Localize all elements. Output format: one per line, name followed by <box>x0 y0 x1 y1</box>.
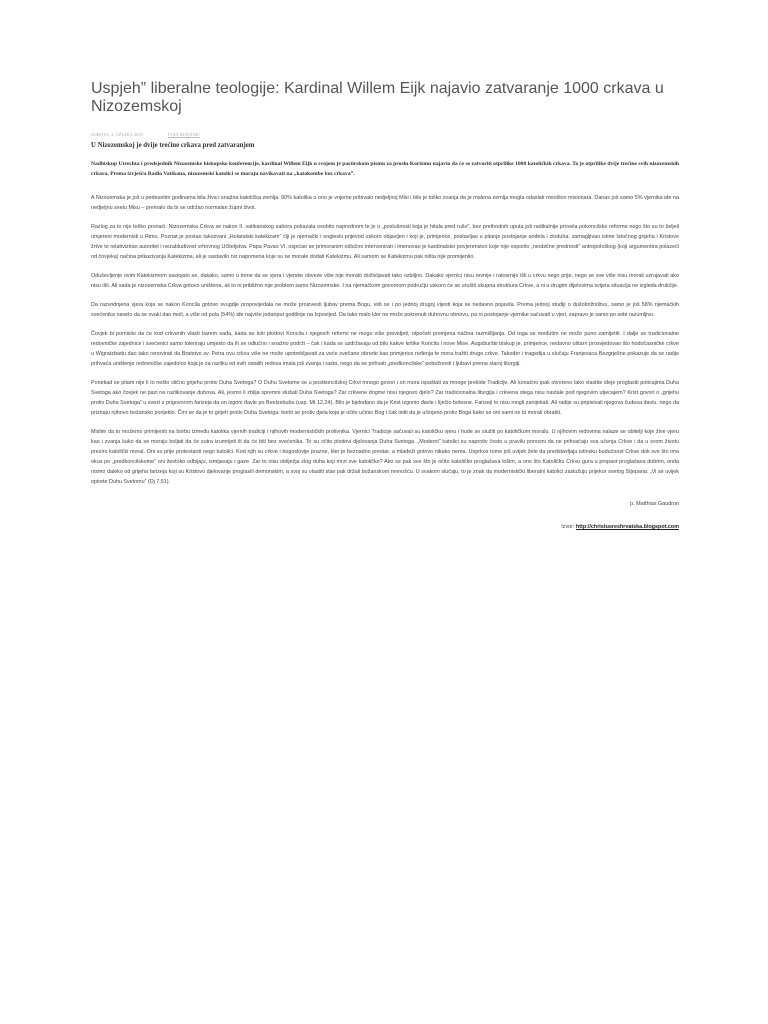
article-date: SUBOTA, 3. OŽUJKA 2018 <box>91 132 143 137</box>
source-link[interactable]: http://christusreshrvatska.blogspot.com <box>575 524 679 530</box>
article-paragraph-7: Mislim da to možemo primijeniti na borbu između katolika vjernih tradiciji i njihovih modernističkih protivnika. Vjernici Tradicije sačuvali su katoličku vjeru i hude se služiti po katoličkom moralu. U njihovim redovima nalaze se obitelji koje žive vjeru kao i zvanja kako da se moraju boljati da će sutra izumrijeti ili da će biti bez svećenika. To su očito plodovi djelovanja Duha Svetoga. „Moderni” katolici su naprotiv često u pravilu ponosni da ne prihvaćaju sva učenja Crkve i da u svom životu preziru katolički moral. Oni su prije protestanti nego katolici. Kod njih su crkve i bogoslovije prazne, kler je beznadno prestar, a mladeži gotovo nikako nema. Usprkos tome još uvijek žele da predstavljaju istinsku budućnost Crkve dok sve što ima okus po „predkoncilskome” oni žestoko odbijaju, ismijavaju i gaze. Zar to nisu obilježja zlog duha koji mrzi sve katoličko? Ako se pak sve što je očito katoličko proglašava lošim, a ono što Katoličku Crkvu gura u propast proglašava dobrim, onda nismo daleko od grijeha farizeja koji su Kristovo djelovanje proglasili demonskim, a svoj su vlastiti stav pak držali božanskom revnošću. U svakom slučaju, to je znak da modernistički liberalni katolici zaslužuju prijekor svetog Stjepana: „Vi se uvijek opirete Duhu Svetomu” (Dj 7,51). <box>91 429 679 485</box>
article-paragraph-4: Da razvodnjena vjera koja se nakon Koncila gotovo svugdje propovijedala ne može proizvesti ljubav prema Bogu, vidi se i po jednoj drugoj vijesti koja se nedavno pojavila. Prema jednoj studiji o dušobrižništvu, samo je još 58% njemačkih svećenika navelo da se svaki dan moli, a više od pola (54%) ide najviše jedanput godišnje na Ispovijed. Da tako malo kler ne može pokrenuti duhovnu obnovu, pa ni postojanje vjernike sačuvati u vjeri, zapravo je samo po sebi razumljivo. <box>91 302 679 318</box>
article-signature: p. Matthias Gaudron <box>630 501 679 507</box>
article-lead: Nadbiskup Utrechta i predsjednik Nizozemske biskupske konferencije, kardinal Willem Eijk u svojem je pastirskom pismu za proslu Korizmu najavio da će se zatvoriti otprilike 1000 katoličkih crkava. To je otprilike dvije trećine svih nizozemskih crkava. Prema izvješću Radio Vatikana, nizozemski katolici se moraju navikavati na „katakombe bez crkava”. <box>91 161 679 177</box>
article-subtitle: U Nizozemskoj je dvije trećine crkava pred zatvaranjem <box>91 142 255 149</box>
article-paragraph-5: Čovjek bi pomislio da će kod crkvenih vlasti barem sada, kada se loši plodovi Koncila i njegovih reformi ne mogu više previdjeti, otpočeti promjena načina razmišljanja. Od toga se međutim ne može puno zamijetiti. I dalje se tradicionalne redovničke zajednice i svećenici samo toleriraju umjesto da ih se odlučno i snažno podrži – čak i kada se uzdržavaju od bilo kakve kritike Koncila i nove Mise. Augsburški biskup je, primjerice, nedavno oštarn prosvjedovao što hodočasničke crkve u Wigratzbadu dao tako renovirati da Bratstvo sv. Petra ovu crkvu više ne može upotrebljavati za veće svečane obrede kao primjerice ređenja te mora tražiti druge crkve. Također i tragedija u slučaju Franjevaca Bezgrješne pokazuje da se radije prihvaća uništenje redovničke zajednice koja je za razliku od svih ostalih redova imala još zvanja i rasta, nego da se prihvati „predkoncilske” pobožnosti i ljubavi prema staroj liturgiji. <box>91 331 679 367</box>
article-title: Uspjeh” liberalne teologije: Kardinal Willem Eijk najavio zatvaranje 1000 crkava u Nizozemskoj <box>91 80 664 115</box>
source-label: Izvor: <box>561 524 575 530</box>
article <box>91 80 679 532</box>
article-meta <box>91 132 679 139</box>
article-paragraph-1: A Nizozemska je još u pedesetim godinama bila živa i snažna katolička zemlja. 90% katolika u ono je vrijeme pribivalo nedjeljnoj Misi i bilo je toliko zvanja da je malena zemlja mogla odaslati mnoštvo misionara. Danas još samo 5% vjernika ide na nedjeljnu svetu Misu – premalo da bi se održao normalan župni život. <box>91 195 679 211</box>
article-paragraph-6: Ponekad se pitam nije li to nešto slično grijehu protiv Duha Svetoga? O Duhu Svetome se u postkoncilskoj Crkvi mnogo govori i on mora ispaštati za mnoge prekide Tradicije. Ali konačno ipak otvoreno lako vlastite ideje proglasiti poticajima Duha Svetoga ako čovjek ne pazi na razlikovanje duhova. Ali, jesmo li zbilja spremni slušati Duha Svetoga? Zar crkvene dogme nisu njegovo djelo? Zar tradicionalna liturgija i crkvena stega nisu nastale pod njegovim utjecajem? Krist govori o „grijehu protiv Duha Svetoga” u svezi s prigovorom farizeja da on izgoni đavle po Beelzebubu (usp. Mt 12,24). Bilo je bjelodano da je Krist izgonio đavle i liječio bolesne. Farizeji to nisu mogli zanijekati. Ali radije su pripisivali njegova čudesa đavlu, nego da priznaju njihovo božansko porijeklo. Čini se da je to grijeh protiv Duha Svetoga: boriti se protiv djela koja je očito učinio Bog i čak istiti da je učinjeno protiv Boga kako se oni sami ne bi morali obratiti. <box>91 380 679 416</box>
article-paragraph-3: Oduševljenje ovim Katekizmom sastojalo se, dakako, samo u tome da se vjera i vjerske obveze više nije moralo doživljavati tako ozbiljno. Dakako vjernici nisu revnije i ratosrnije išli u crkvu nego prije, nego se sve više nisu morali uzrujavati ako nisu išli. Ali sada je nizozemska Crkva gotovo uništena, ali to ni približno nije problem samo Nizozemske. I na njemačkom govornom području uskoro će se urušiti ukupna struktura Crkve, a ni u drugim dijelovima svijeta situacija ne izgleda drukčije. <box>91 273 679 289</box>
article-source <box>91 522 679 532</box>
article-author[interactable]: IVAN RUDANIĆ <box>167 132 201 137</box>
article-paragraph-2: Razlog za to nije teško pronaći. Nizozemska Crkva se nakon II. vatikanskog sabora pokazala osobito naprednom te je u „poslušnosti koja je hitala pred rušo”, bez prethodnih uputa još radikalnije provela pokoncilske reforme nego što su to željeli umjereni modernisti u Rimu. Poznat je postao takozvani „Holandski katekizam” čiji je njemački i engleski prijevod uskoro objavljen i koji je, primjerice, postavljao u pitanje postojanje anđela i zloduha, zamagljivao istine Istočnog grijeha i Kristove žrtve te relativizirao autoritet i nezabludivost vrhovnog Učiteljstva. Papa Pavao VI. osjećao se primoranim odlučno intervenirati i imenovao je kardinalsko povjerenstvo koje nije osporilo „neobične prednosti” antropološkog (koji argumentira polazeći od čovjeka) načina prikazivanja Katekizma, ali je sastavilo niz napomena koje su se morale dodati Katekizmu. Ali samom se Katekizmu pak ništa nije promijenilo. <box>91 224 679 260</box>
